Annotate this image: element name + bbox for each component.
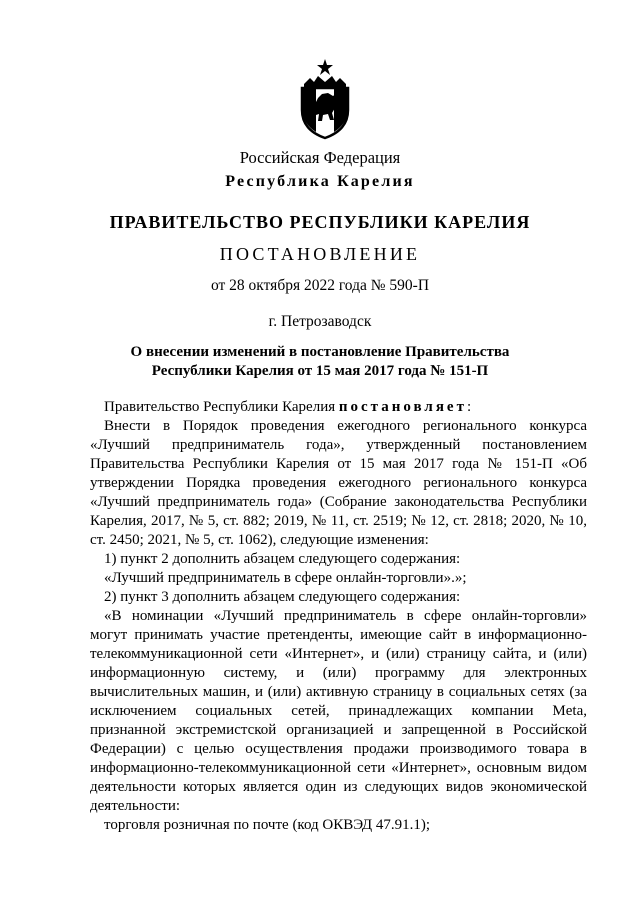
paragraph-3: «Лучший предприниматель в сфере онлайн-торговли».»; bbox=[104, 570, 467, 586]
intro-lead: Правительство Республики Карелия bbox=[104, 399, 339, 415]
paragraph-1: Внести в Порядок проведения ежегодного регионального конкурса «Лучший предприниматель года», утвержденный постановлением Правительства Республики Карелия от 15 мая 2017 года № 151-П «Об утверждении Порядка проведения ежегодного регионального конкурса «Лучший предприниматель года» (Собрание законодательства Республики Карелия, 2017, № 5, ст. 882; 2019, № 11, ст. 2519; № 12, ст. 2818; 2020, № 10, ст. 2450; 2021, № 5, ст. 1062), следующие изменения: bbox=[90, 418, 587, 548]
document-title-line-1: О внесении изменений в постановление Правительства bbox=[130, 344, 510, 360]
paragraph-2: 1) пункт 2 дополнить абзацем следующего содержания: bbox=[104, 551, 461, 567]
republic-name: Республика Карелия bbox=[225, 173, 415, 190]
intro-paragraph bbox=[90, 398, 587, 417]
document-title-line-2: Республики Карелия от 15 мая 2017 года № 151-П bbox=[151, 363, 489, 379]
document-city: г. Петрозаводск bbox=[268, 313, 372, 330]
karelia-coat-of-arms-icon bbox=[296, 58, 354, 140]
paragraph-5: «В номинации «Лучший предприниматель в сфере онлайн-торговли» могут принимать участие претенденты, имеющие сайт в информационно-телекоммуникационной сети «Интернет», и (или) страницу сайта, и (или) информационную систему, и (или) программу для электронных вычислительных машин, и (или) активную страницу в социальных сетях (за исключением социальных сетей, принадлежащих компании Meta, признанной экстремистской организацией и запрещенной в Российской Федерации) с целью осуществления продажи производимого товара в информационно-телекоммуникационной сети «Интернет», основным видом деятельности которых является один из следующих видов экономической деятельности: bbox=[90, 608, 587, 814]
document-body bbox=[90, 398, 587, 835]
intro-colon: : bbox=[466, 399, 472, 415]
intro-verb: постановляет bbox=[338, 399, 467, 415]
document-type: ПОСТАНОВЛЕНИЕ bbox=[219, 244, 421, 264]
paragraph-4: 2) пункт 3 дополнить абзацем следующего содержания: bbox=[104, 589, 461, 605]
country-name: Российская Федерация bbox=[239, 148, 401, 167]
paragraph-6: торговля розничная по почте (код ОКВЭД 47.91.1); bbox=[104, 817, 431, 833]
issuing-authority: ПРАВИТЕЛЬСТВО РЕСПУБЛИКИ КАРЕЛИЯ bbox=[109, 212, 531, 232]
document-date-number: от 28 октября 2022 года № 590-П bbox=[210, 277, 430, 294]
